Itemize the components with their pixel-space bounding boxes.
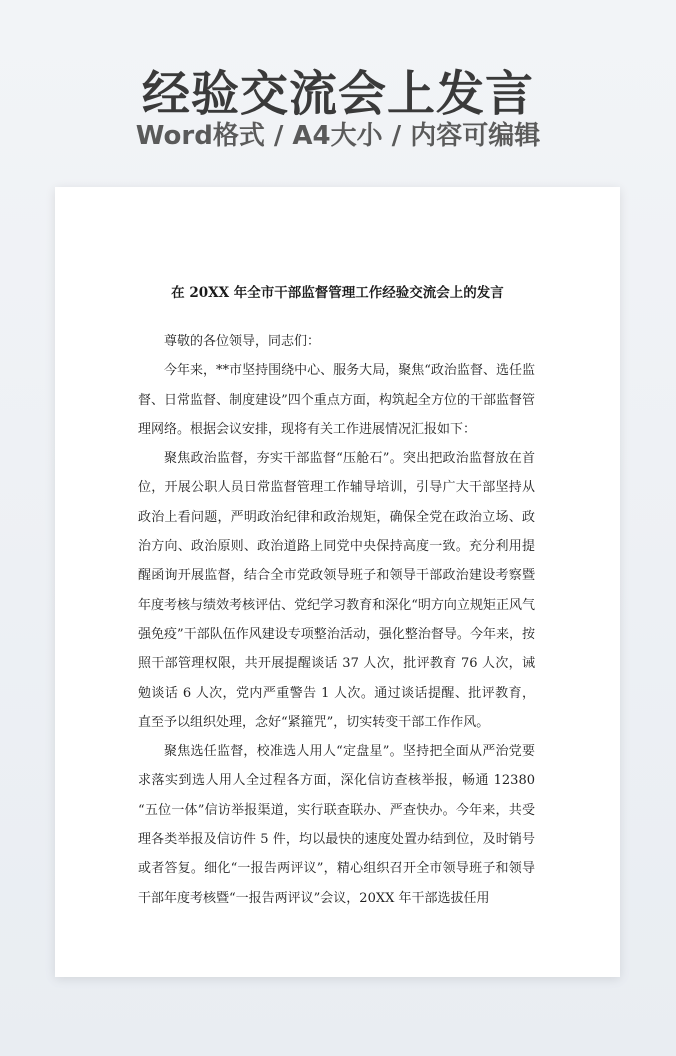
document-body [138, 327, 535, 913]
document-paragraph-political-supervision: 聚焦政治监督，夯实干部监督“压舱石”。突出把政治监督放在首位，开展公职人员日常监督管理工作辅导培训，引导广大干部坚持从政治上看问题，严明政治纪律和政治规矩，确保全党在政治立场、政治方向、政治原则、政治道路上同党中央保持高度一致。充分利用提醒函询开展监督，结合全市党政领导班子和领导干部政治建设考察暨年度考核与绩效考核评估、党纪学习教育和深化“明方向立规矩正风气强免疫”干部队伍作风建设专项整治活动，强化整治督导。今年来，按照干部管理权限，共开展提醒谈话 37 人次，批评教育 76 人次，诫勉谈话 6 人次，党内严重警告 1 人次。通过谈话提醒、批评教育，直至予以组织处理，念好“紧箍咒”，切实转变干部工作作风。 [138, 451, 535, 730]
banner-subtitle: Word格式 / A4大小 / 内容可编辑 [135, 121, 541, 151]
document-page [55, 187, 620, 977]
document-heading: 在 20XX 年全市干部监督管理工作经验交流会上的发言 [171, 285, 504, 301]
banner-title: 经验交流会上发言 [141, 66, 534, 122]
document-paragraph-intro: 今年来，**市坚持围绕中心、服务大局，聚焦“政治监督、选任监督、日常监督、制度建设”四个重点方面，构筑起全方位的干部监督管理网络。根据会议安排，现将有关工作进展情况汇报如下： [138, 363, 535, 437]
document-paragraph-selection-supervision: 聚焦选任监督，校准选人用人“定盘星”。坚持把全面从严治党要求落实到选人用人全过程各方面，深化信访查核举报，畅通 12380 “五位一体”信访举报渠道，实行联查联办、严查快办。今年来，共受理各类举报及信访件 5 件，均以最快的速度处置办结到位，及时销号或者答复。细化“一报告两评议”，精心组织召开全市领导班子和领导干部年度考核暨“一报告两评议”会议，20XX 年干部选拔任用 [138, 744, 535, 906]
document-paragraph-salutation: 尊敬的各位领导，同志们： [164, 334, 321, 349]
